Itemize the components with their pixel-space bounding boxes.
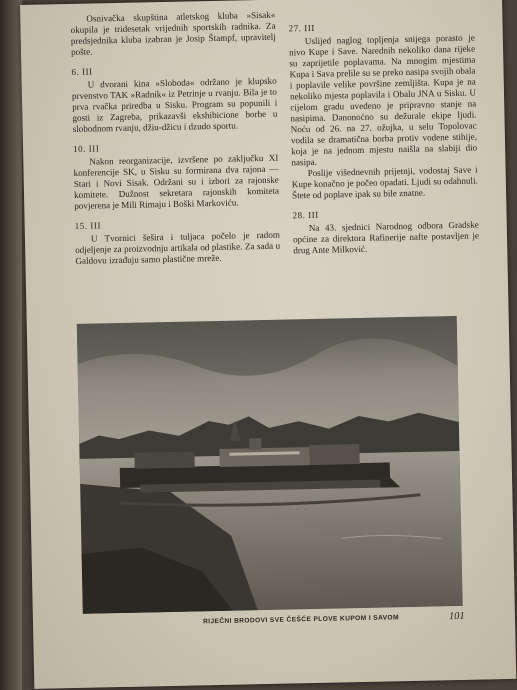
paragraph: Na 43. sjednici Narodnog odbora Gradske općine za direktora Rafinerije nafte postavljen je drug Ante Milković. [292,219,480,256]
date-heading: 10. III [72,143,100,154]
paragraph: Poslije višednevnih prijetnji, vodostaj Save i Kupe konačno je počeo opadati. Ljudi su odahnuli. Štete od poplave ipak su bile znatne. [291,164,478,201]
paragraph: Osnivačka skupština atletskog kluba »Sisak« okupila je tridesetak vrijednih sportskih radnika. Za predsjednika kluba izabran je Josip Štampf, upravitelj pošte. [70,9,276,57]
date-heading: 6. III [71,66,93,77]
paragraph: Nakon reorganizacije, izvršene po zaključku XI konferencije SK, u Sisku su formirana dva rajona — Stari i Novi Sisak. Održani su i izbori za rajonske komitete. Dužnost sekretara rajonskih komiteta povjerena je Mili Rimaju i Boški Markoviću. [73,152,280,211]
book-binding-edge [0,0,22,690]
paragraph: U Tvornici šešira i tuljaca počelo je radom odjeljenje za proizvodnju artikala od plastike. Za sada u Galdovu izrađuju samo plastične mreže. [75,229,281,266]
date-heading: 15. III [74,220,102,231]
page-number: 101 [448,610,465,623]
date-heading: 28. III [292,209,319,221]
book-page [20,0,516,689]
right-column [288,20,479,257]
left-column [70,10,280,267]
paragraph: Uslijed naglog topljenja snijega porasto je nivo Kupe i Save. Narednih nekoliko dana rijeke su zaprijetile poplavama. Na mnogim mjestima Kupa i Sava prelile su se preko nasipa svojih obala i poplavile velike površine zemljišta. Kupa je na nekoliko mjesta poplavila i Obalu JNA u Sisku. U cijelom gradu uvedeno je pripravno stanje na nasipima. Danonoćno su dežurale ekipe ljudi. Noću od 26. na 27. ožujka, u selu Topolovac vodila se dramatična borba protiv vodene stihije, koja je na jednom mjestu naišla na slabiji dio nasipa. [288,32,478,168]
photo-caption: RIJEČNI BRODOVI SVE ČEŠĆE PLOVE KUPOM I SAVOM [202,614,400,626]
river-boats-photo [77,316,463,614]
paragraph: U dvorani kina »Sloboda« održano je klupsko prvenstvo TAK »Radnik« iz Petrinje u rvanju. Bila je to prva rvačka priredba u Sisku. Program su popunili i gosti iz Zagreba, prikazavši ekshibicione borbe u slobodnom rvanju, džiu-džicu i dzudo sportu. [71,75,278,134]
date-heading: 27. III [288,22,315,34]
